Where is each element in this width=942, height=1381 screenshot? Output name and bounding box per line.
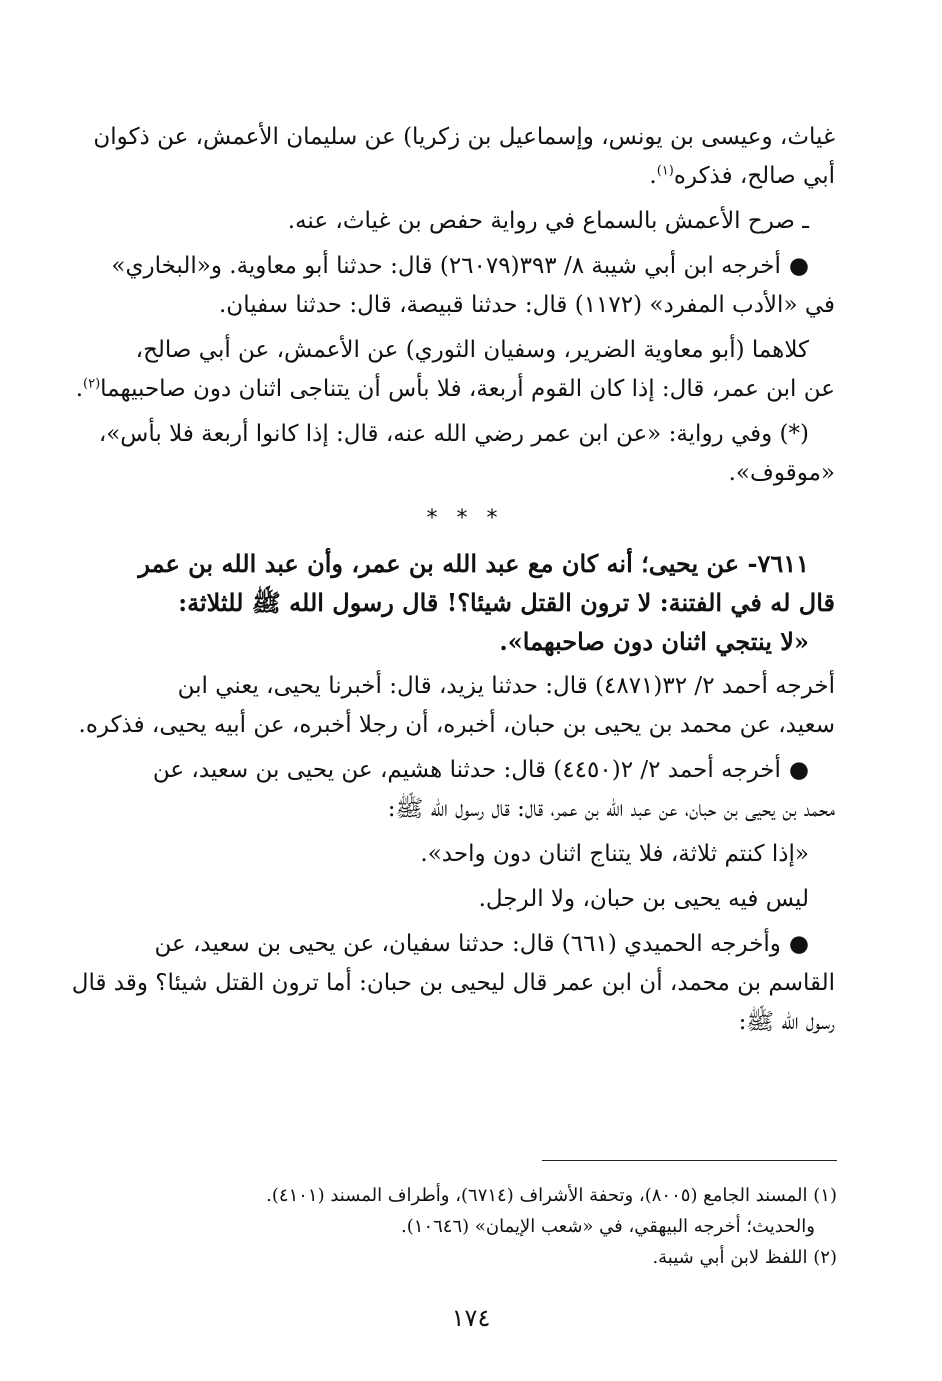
bullet-icon: ● <box>788 757 809 783</box>
text-line: أخرجه أحمد ٢/ ٣٢(٤٨٧١) قال: حدثنا يزيد، قال: أخبرنا يحيى، يعني ابن <box>177 673 835 699</box>
paragraph-8 <box>95 835 835 874</box>
paragraph-5 <box>95 415 835 493</box>
footnote-2: (٢) اللفظ لابن أبي شيبة. <box>652 1247 837 1268</box>
text-line: ليس فيه يحيى بن حبان، ولا الرجل. <box>478 886 809 912</box>
text-line <box>95 157 835 196</box>
text-span: أخرجه أحمد ٢/ ٢(٤٤٥٠) قال: حدثنا هشيم، عن يحيى بن سعيد، عن <box>152 757 781 783</box>
bullet-icon: ● <box>788 931 809 957</box>
section-divider: * * * <box>426 506 504 531</box>
footnote-ref-1[interactable]: (١) <box>656 163 674 179</box>
text-line: سعيد، عن محمد بن يحيى بن حبان، أخبره، أن رجلا أخبره، عن أبيه يحيى، فذكره. <box>78 712 835 738</box>
hadith-line: ٧٦١١- عن يحيى؛ أنه كان مع عبد الله بن عمر، وأن عبد الله بن عمر <box>138 549 809 578</box>
paragraph-9 <box>95 880 835 919</box>
bullet-icon: ● <box>788 253 809 279</box>
text-span: أخرجه ابن أبي شيبة ٨/ ٣٩٣(٢٦٠٧٩) قال: حدثنا أبو معاوية. و«البخاري» <box>111 253 781 279</box>
text-line: غياث، وعيسى بن يونس، وإسماعيل بن زكريا) عن سليمان الأعمش، عن ذكوان <box>93 124 835 150</box>
text-line <box>95 247 835 286</box>
text-span: أبي صالح، فذكره <box>673 163 835 189</box>
text-line: كلاهما (أبو معاوية الضرير، وسفيان الثوري) عن الأعمش، عن أبي صالح، <box>135 337 809 363</box>
text-span: وأخرجه الحميدي (٦٦١) قال: حدثنا سفيان، عن يحيى بن سعيد، عن <box>154 931 781 957</box>
paragraph-3 <box>95 247 835 325</box>
text-line <box>95 925 835 964</box>
paragraph-6 <box>78 667 835 745</box>
text-line: رسول الله ﷺ: <box>738 1009 835 1035</box>
hadith-line: قال له في الفتنة: لا ترون القتل شيئا؟! قال رسول الله ﷺ للثلاثة: <box>178 588 835 617</box>
text-line: في «الأدب المفرد» (١١٧٢) قال: حدثنا قبيصة، قال: حدثنا سفيان. <box>219 292 835 318</box>
text-span: . <box>649 163 657 189</box>
text-line: محمد بن يحيى بن حبان، عن عبد الله بن عمر، قال: قال رسول الله ﷺ: <box>387 796 835 822</box>
text-line: «موقوف». <box>728 460 835 486</box>
hadith-7611 <box>95 544 835 661</box>
footnotes <box>97 1180 837 1273</box>
paragraph-10 <box>71 925 835 1042</box>
footnote-1: (١) المسند الجامع (٨٠٠٥)، وتحفة الأشراف (٦٧١٤)، وأطراف المسند (٤١٠١). <box>266 1185 837 1206</box>
paragraph-4 <box>75 331 835 409</box>
text-line: (*) وفي رواية: «عن ابن عمر رضي الله عنه، قال: إذا كانوا أربعة فلا بأس»، <box>98 421 809 447</box>
main-text <box>71 118 835 1048</box>
page-number: ١٧٤ <box>451 1304 491 1332</box>
text-line: القاسم بن محمد، أن ابن عمر قال ليحيى بن حبان: أما ترون القتل شيئا؟ وقد قال <box>71 970 835 996</box>
text-line: ـ صرح الأعمش بالسماع في رواية حفص بن غياث، عنه. <box>287 208 809 234</box>
footnote-divider <box>542 1160 837 1161</box>
hadith-line: «لا ينتجي اثنان دون صاحبهما». <box>499 627 809 656</box>
text-line <box>95 751 835 790</box>
footnote-1-continued: والحديث؛ أخرجه البيهقي، في «شعب الإيمان» (١٠٦٤٦). <box>401 1216 815 1237</box>
paragraph-1 <box>95 118 835 196</box>
text-span: عن ابن عمر، قال: إذا كان القوم أربعة، فلا بأس أن يتناجى اثنان دون صاحبيهما <box>100 376 835 402</box>
paragraph-2 <box>95 202 835 241</box>
text-span: . <box>75 376 84 402</box>
footnote-ref-2[interactable]: (٢) <box>83 376 101 392</box>
text-line: «إذا كنتم ثلاثة، فلا يتناج اثنان دون واحد». <box>420 841 809 867</box>
text-line <box>75 370 835 409</box>
paragraph-7 <box>95 751 835 829</box>
